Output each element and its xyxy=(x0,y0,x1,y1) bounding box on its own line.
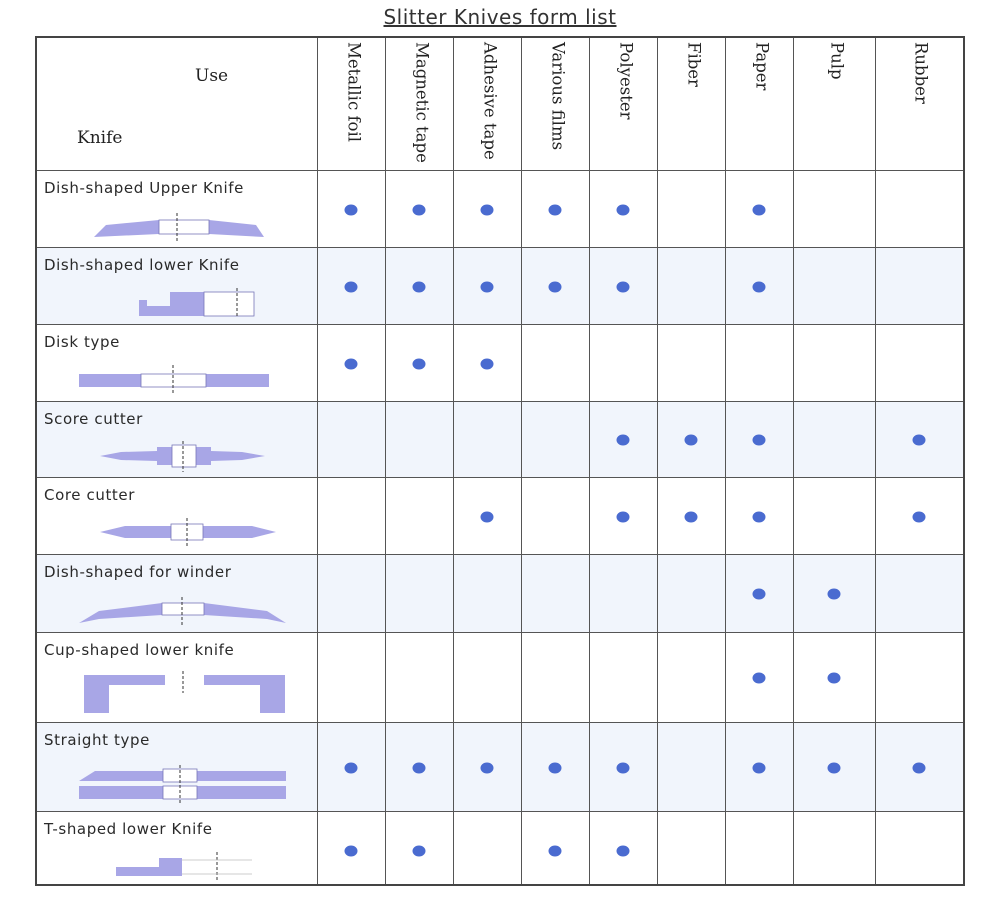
usage-dot xyxy=(753,511,766,522)
usage-dot xyxy=(345,281,358,292)
usage-dot xyxy=(617,511,630,522)
knife-name: Dish-shaped lower Knife xyxy=(44,256,240,274)
knife-name: Straight type xyxy=(44,731,150,749)
usage-dot xyxy=(753,435,766,446)
usage-dot xyxy=(481,762,494,773)
knife-row xyxy=(37,632,963,722)
usage-dot xyxy=(753,204,766,215)
knife-row xyxy=(37,722,963,811)
usage-dot xyxy=(481,358,494,369)
knife-name: T-shaped lower Knife xyxy=(44,820,213,838)
usage-dot xyxy=(617,762,630,773)
knife-name: Cup-shaped lower knife xyxy=(44,641,235,659)
column-header-various-films: Various films xyxy=(548,42,568,151)
usage-dot xyxy=(828,673,841,684)
usage-dot xyxy=(828,762,841,773)
knife-name: Dish-shaped Upper Knife xyxy=(44,179,245,197)
knives-table xyxy=(35,36,965,886)
usage-dot xyxy=(413,204,426,215)
disk-type-drawing xyxy=(37,361,317,397)
usage-dot xyxy=(481,204,494,215)
column-header-metallic-foil: Metallic foil xyxy=(344,42,364,143)
usage-dot xyxy=(685,435,698,446)
usage-dot xyxy=(413,358,426,369)
column-header-pulp: Pulp xyxy=(827,42,847,80)
usage-dot xyxy=(617,435,630,446)
cup-lower-knife-drawing xyxy=(37,669,317,715)
usage-dot xyxy=(913,511,926,522)
usage-dot xyxy=(753,589,766,600)
dish-lower-knife-drawing xyxy=(37,284,317,320)
usage-dot xyxy=(549,762,562,773)
usage-dot xyxy=(345,204,358,215)
knife-row xyxy=(37,247,963,324)
dish-winder-drawing xyxy=(37,593,317,629)
knife-row xyxy=(37,324,963,401)
t-shaped-lower-knife-drawing xyxy=(37,848,317,884)
usage-dot xyxy=(345,358,358,369)
dish-upper-knife-drawing xyxy=(37,207,317,243)
usage-dot xyxy=(617,281,630,292)
knife-row xyxy=(37,811,963,888)
straight-type-drawing xyxy=(37,759,317,809)
knife-name: Dish-shaped for winder xyxy=(44,563,232,581)
usage-dot xyxy=(549,204,562,215)
column-header-paper: Paper xyxy=(752,42,772,91)
header-use-label: Use xyxy=(195,66,229,86)
column-header-magnetic-tape: Magnetic tape xyxy=(412,42,432,163)
column-header-fiber: Fiber xyxy=(684,42,704,87)
usage-dot xyxy=(617,204,630,215)
knife-row xyxy=(37,554,963,632)
usage-dot xyxy=(345,762,358,773)
page-title: Slitter Knives form list xyxy=(383,5,617,29)
score-cutter-drawing xyxy=(37,438,317,474)
usage-dot xyxy=(413,762,426,773)
core-cutter-drawing xyxy=(37,514,317,550)
header-knife-label: Knife xyxy=(77,128,123,148)
knife-row xyxy=(37,477,963,554)
usage-dot xyxy=(413,845,426,856)
usage-dot xyxy=(481,281,494,292)
usage-dot xyxy=(413,281,426,292)
column-header-adhesive-tape: Adhesive tape xyxy=(480,42,500,160)
knife-row xyxy=(37,170,963,247)
knife-name: Core cutter xyxy=(44,486,135,504)
usage-dot xyxy=(828,589,841,600)
usage-dot xyxy=(617,845,630,856)
usage-dot xyxy=(345,845,358,856)
usage-dot xyxy=(549,845,562,856)
knife-name: Disk type xyxy=(44,333,120,351)
usage-dot xyxy=(753,762,766,773)
usage-dot xyxy=(549,281,562,292)
usage-dot xyxy=(913,762,926,773)
usage-dot xyxy=(685,511,698,522)
usage-dot xyxy=(753,673,766,684)
column-header-polyester: Polyester xyxy=(616,42,636,120)
knife-row xyxy=(37,401,963,477)
knife-name: Score cutter xyxy=(44,410,143,428)
usage-dot xyxy=(913,435,926,446)
usage-dot xyxy=(481,511,494,522)
usage-dot xyxy=(753,281,766,292)
column-header-rubber: Rubber xyxy=(911,42,931,104)
